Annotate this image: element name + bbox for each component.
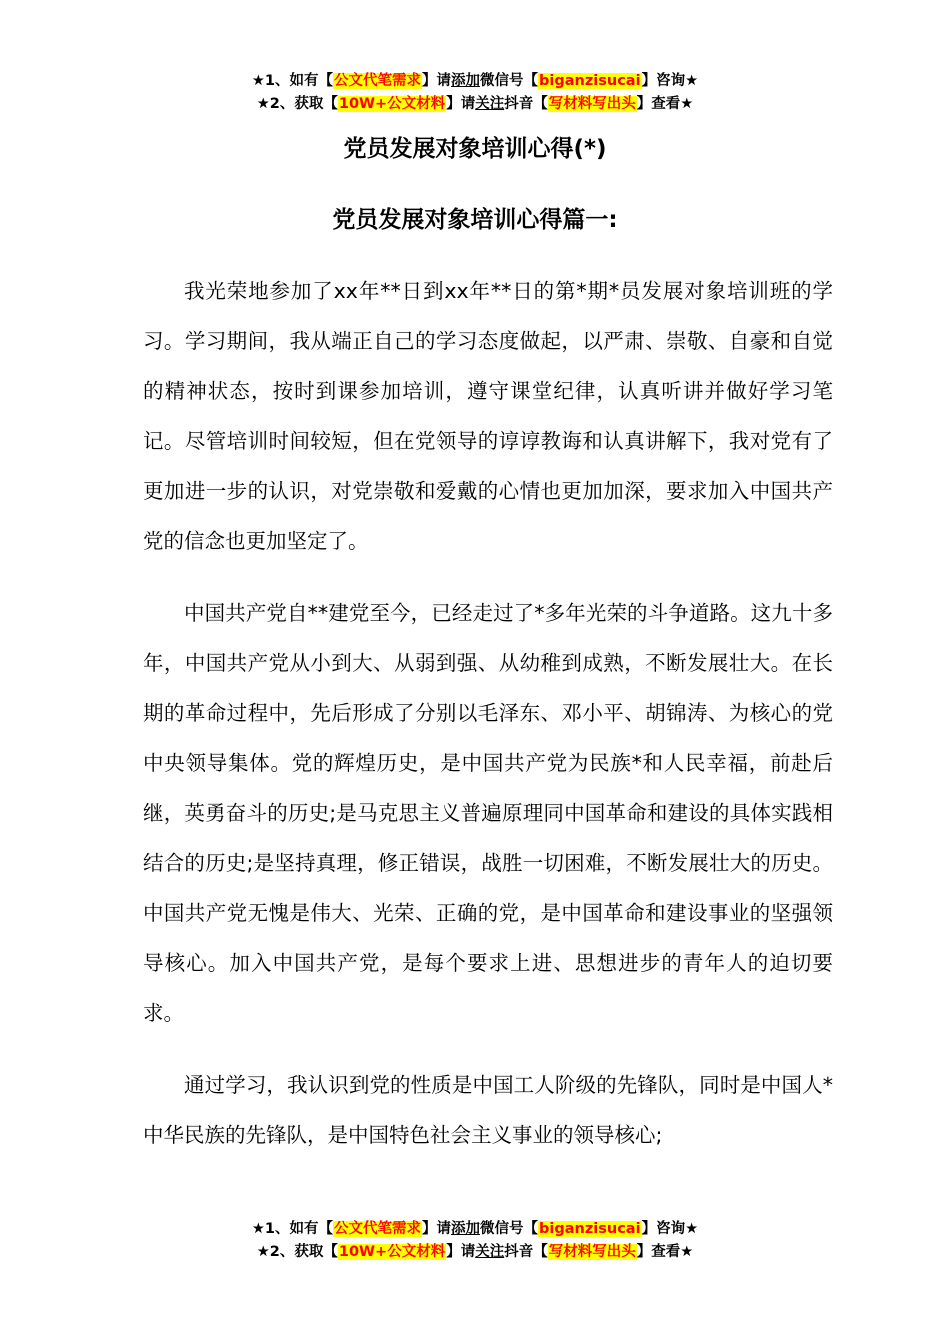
banner-underlined: 添加 — [451, 1221, 481, 1237]
header-banner — [0, 70, 950, 116]
banner-highlight: 写材料写出头 — [548, 1244, 636, 1260]
paragraph: 我光荣地参加了xx年**日到xx年**日的第*期*员发展对象培训班的学习。学习期间，我从端正自己的学习态度做起，以严肃、崇敬、自豪和自觉的精神状态，按时到课参加培训，遵守课堂纪律，认真听讲并做好学习笔记。尽管培训时间较短，但在党领导的谆谆教诲和认真讲解下，我对党有了更加进一步的认识，对党崇敬和爱戴的心情也更加加深，要求加入中国共产党的信念也更加坚定了。 — [143, 279, 833, 553]
document-title: 党员发展对象培训心得(*) — [343, 136, 607, 162]
banner-text: ★2、获取【 — [256, 1244, 338, 1260]
footer-banner — [0, 1218, 950, 1264]
banner-text: ★1、如有【 — [251, 73, 334, 89]
banner-highlight: 10W+公文材料 — [338, 96, 446, 112]
banner-text: 】请 — [422, 73, 452, 89]
banner-highlight: 公文代笔需求 — [334, 73, 422, 89]
paragraph: 中国共产党自**建党至今，已经走过了*多年光荣的斗争道路。这九十多年，中国共产党从小到大、从弱到强、从幼稚到成熟，不断发展壮大。在长期的革命过程中，先后形成了分别以毛泽东、邓小平、胡锦涛、为核心的党中央领导集体。党的辉煌历史，是中国共产党为民族*和人民幸福，前赴后继，英勇奋斗的历史;是马克思主义普遍原理同中国革命和建设的具体实践相结合的历史;是坚持真理，修正错误，战胜一切困难，不断发展壮大的历史。中国共产党无愧是伟大、光荣、正确的党，是中国革命和建设事业的坚强领导核心。加入中国共产党，是每个要求上进、思想进步的青年人的迫切要求。 — [143, 601, 833, 1025]
banner-line-2 — [0, 93, 950, 116]
banner-line-1 — [0, 1218, 950, 1241]
banner-underlined: 关注 — [475, 1244, 505, 1260]
banner-highlight: 公文代笔需求 — [334, 1221, 422, 1237]
banner-underlined: 关注 — [475, 96, 505, 112]
banner-highlight: biganzisucai — [539, 1221, 641, 1237]
banner-text: 】请 — [446, 1244, 476, 1260]
paragraph: 通过学习，我认识到党的性质是中国工人阶级的先锋队，同时是中国人*中华民族的先锋队，是中国特色社会主义事业的领导核心; — [143, 1073, 833, 1147]
banner-text: 微信号【 — [480, 73, 539, 89]
banner-text: ★2、获取【 — [256, 96, 338, 112]
banner-text: 】咨询★ — [641, 1221, 699, 1237]
banner-text: 微信号【 — [480, 1221, 539, 1237]
banner-text: 】查看★ — [636, 96, 694, 112]
banner-underlined: 添加 — [451, 73, 481, 89]
document-body — [143, 266, 833, 1182]
banner-highlight: 10W+公文材料 — [338, 1244, 446, 1260]
banner-line-2 — [0, 1241, 950, 1264]
banner-text: 】咨询★ — [641, 73, 699, 89]
banner-text: 抖音【 — [504, 1244, 548, 1260]
document-subtitle: 党员发展对象培训心得篇一: — [332, 207, 618, 233]
banner-text: 】请 — [446, 96, 476, 112]
banner-text: 】查看★ — [636, 1244, 694, 1260]
banner-text: 】请 — [422, 1221, 452, 1237]
banner-text: 抖音【 — [504, 96, 548, 112]
banner-line-1 — [0, 70, 950, 93]
banner-highlight: 写材料写出头 — [548, 96, 636, 112]
banner-highlight: biganzisucai — [539, 73, 641, 89]
banner-text: ★1、如有【 — [251, 1221, 334, 1237]
